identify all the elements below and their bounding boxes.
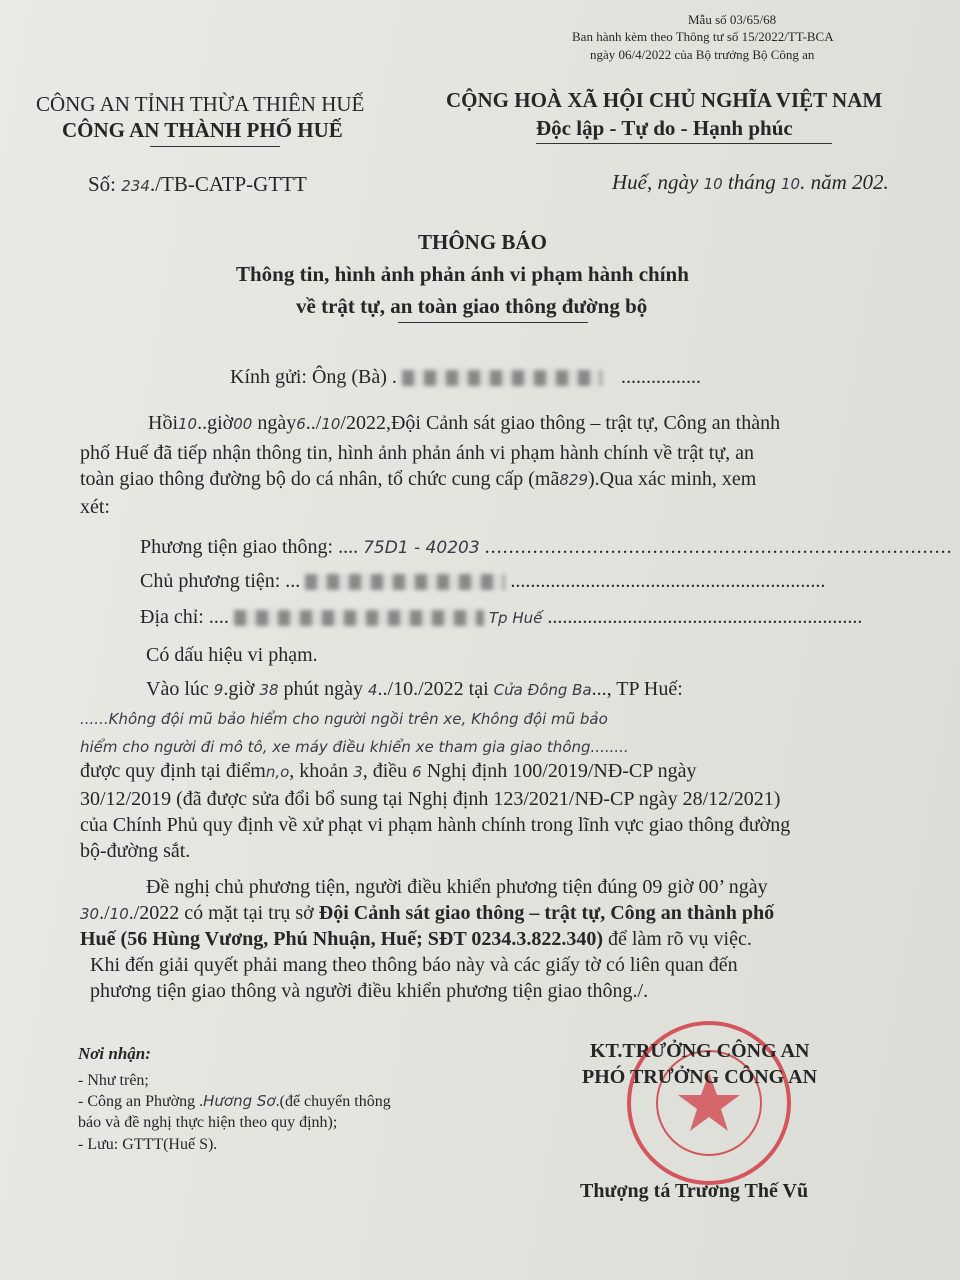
nation-motto: Độc lập - Tự do - Hạnh phúc bbox=[536, 116, 793, 140]
form-code: Mẫu số 03/65/68 bbox=[688, 12, 777, 27]
violation-line1: Vào lúc 9.giờ 38 phút ngày 4../10./2022 tại Cửa Đông Ba..., TP Huế: bbox=[146, 678, 683, 700]
signer-name: Thượng tá Trương Thế Vũ bbox=[580, 1180, 809, 1202]
violation-sign: Có dấu hiệu vi phạm. bbox=[146, 644, 318, 666]
para1-line4: xét: bbox=[80, 496, 110, 518]
violation-hand-line1: ......Không đội mũ bảo hiểm cho người ngồi trên xe, Không đội mũ bảo bbox=[80, 710, 608, 728]
address-field: Địa chỉ: .... Tp Huế ............................................................... bbox=[140, 606, 863, 628]
vehicle-field: Phương tiện giao thông: .... 75D1 - 40203 .............................................................................. bbox=[140, 536, 953, 558]
violation-line6: bộ-đường sắt. bbox=[80, 840, 191, 862]
agency-underline bbox=[150, 146, 280, 147]
date-prefix: Huế, ngày bbox=[612, 170, 699, 194]
nation-title: CỘNG HOÀ XÃ HỘI CHỦ NGHĨA VIỆT NAM bbox=[446, 88, 883, 112]
document-date: Huế, ngày 10 tháng 10. năm 202. bbox=[612, 170, 889, 194]
redacted-address bbox=[234, 610, 484, 626]
recipients-item2: - Công an Phường .Hương Sơ.(để chuyển thông bbox=[78, 1092, 391, 1110]
agency-line1: CÔNG AN TỈNH THỪA THIÊN HUẾ bbox=[36, 92, 365, 116]
request-line4: Khi đến giải quyết phải mang theo thông báo này và các giấy tờ có liên quan đến bbox=[90, 954, 738, 976]
notice-subtitle-2: về trật tự, an toàn giao thông đường bộ bbox=[296, 294, 648, 318]
year-label: năm 202. bbox=[810, 170, 889, 194]
para1-line2: phố Huế đã tiếp nhận thông tin, hình ảnh phản ánh vi phạm hành chính về trật tự, an bbox=[80, 442, 755, 464]
recipients-item1: - Như trên; bbox=[78, 1072, 149, 1089]
recipient-line bbox=[230, 366, 701, 389]
motto-underline bbox=[536, 143, 832, 144]
form-ref-line2: ngày 06/4/2022 của Bộ trưởng Bộ Công an bbox=[590, 47, 815, 62]
recipients-item3: - Lưu: GTTT(Huế S). bbox=[78, 1136, 218, 1153]
request-line2: 30./10./2022 có mặt tại trụ sở Đội Cảnh sát giao thông – trật tự, Công an thành phố bbox=[80, 902, 775, 924]
document-number bbox=[88, 172, 307, 197]
redacted-name bbox=[402, 370, 602, 386]
violation-line5: của Chính Phủ quy định về xử phạt vi phạm hành chính trong lĩnh vực giao thông đường bbox=[80, 814, 791, 836]
notice-title: THÔNG BÁO bbox=[418, 230, 547, 254]
para1-line3: toàn giao thông đường bộ do cá nhân, tổ chức cung cấp (mã829).Qua xác minh, xem bbox=[80, 468, 757, 490]
recipients-title: Nơi nhận: bbox=[78, 1044, 151, 1063]
date-day: 10 bbox=[703, 175, 723, 193]
notice-subtitle-1: Thông tin, hình ảnh phản ánh vi phạm hành chính bbox=[236, 262, 689, 286]
recipient-dots: ................ bbox=[620, 366, 701, 388]
recipient-label: Kính gửi: Ông (Bà) . bbox=[230, 366, 397, 388]
form-ref-line1: Ban hành kèm theo Thông tư số 15/2022/TT-BCA bbox=[572, 29, 834, 44]
month-label: tháng bbox=[727, 170, 776, 194]
number-label: Số: bbox=[88, 172, 117, 196]
vehicle-plate: 75D1 - 40203 bbox=[363, 538, 480, 558]
violation-line4: 30/12/2019 (đã được sửa đổi bổ sung tại Nghị định 123/2021/NĐ-CP ngày 28/12/2021) bbox=[80, 788, 781, 810]
signature-title-1: KT.TRƯỞNG CÔNG AN bbox=[590, 1040, 810, 1062]
signature-title-2: PHÓ TRƯỞNG CÔNG AN bbox=[582, 1066, 818, 1088]
address-hand: Tp Huế bbox=[488, 609, 543, 627]
request-line3: Huế (56 Hùng Vương, Phú Nhuận, Huế; SĐT 0234.3.822.340) để làm rõ vụ việc. bbox=[80, 928, 752, 950]
para1-line1: Hồi10..giờ00 ngày6../10/2022,Đội Cảnh sát giao thông – trật tự, Công an thành bbox=[148, 412, 781, 434]
request-line5: phương tiện giao thông và người điều khiển phương tiện giao thông./. bbox=[90, 980, 649, 1002]
date-month: 10 bbox=[781, 175, 801, 193]
owner-field: Chủ phương tiện: ... ............................................................... bbox=[140, 570, 826, 592]
redacted-owner bbox=[305, 574, 505, 590]
number-suffix: ./TB-CATP-GTTT bbox=[149, 172, 307, 196]
number-hand: 234 bbox=[121, 177, 150, 195]
title-underline bbox=[398, 322, 588, 323]
request-line1: Đề nghị chủ phương tiện, người điều khiển phương tiện đúng 09 giờ 00’ ngày bbox=[146, 876, 768, 898]
violation-hand-line2: hiểm cho người đi mô tô, xe máy điều khiển xe tham gia giao thông........ bbox=[80, 738, 629, 756]
recipients-item2-cont: báo và đề nghị thực hiện theo quy định); bbox=[78, 1114, 338, 1131]
agency-line2: CÔNG AN THÀNH PHỐ HUẾ bbox=[62, 118, 343, 142]
violation-line3: được quy định tại điểmn,o, khoản 3, điều 6 Nghị định 100/2019/NĐ-CP ngày bbox=[80, 760, 697, 782]
